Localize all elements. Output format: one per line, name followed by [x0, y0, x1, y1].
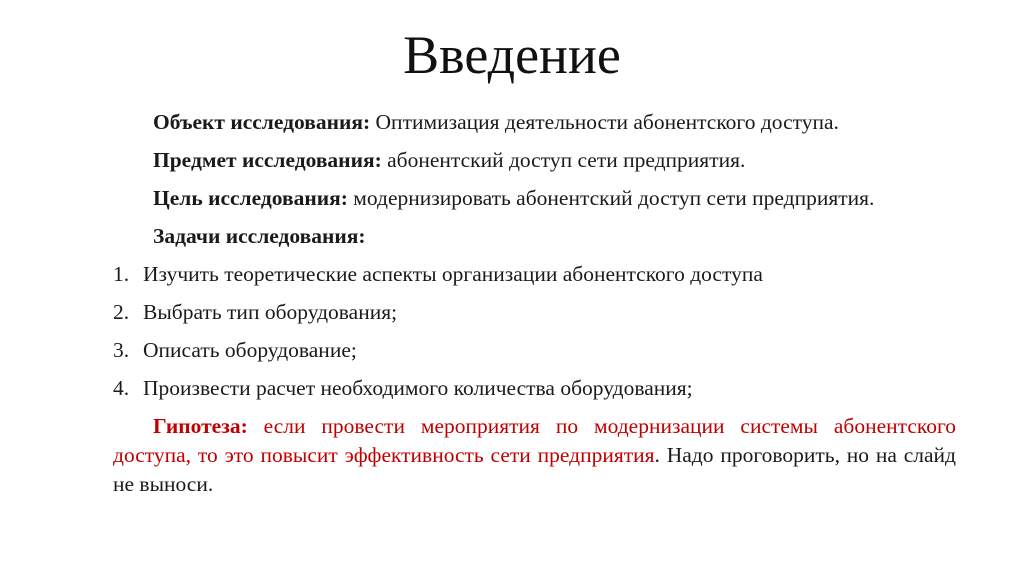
list-item-number: 4.: [113, 376, 130, 400]
subject-label: Предмет исследования:: [153, 148, 382, 172]
slide-body: [113, 108, 956, 508]
list-item: [113, 260, 956, 289]
goal-label: Цель исследования:: [153, 186, 348, 210]
tasks-label: Задачи исследования:: [153, 224, 366, 248]
list-item-number: 2.: [113, 300, 130, 324]
subject-paragraph: [113, 146, 956, 175]
subject-text: абонентский доступ сети предприятия.: [387, 148, 746, 172]
list-item: [113, 374, 956, 403]
hypothesis-label: Гипотеза:: [153, 414, 248, 438]
list-item: [113, 336, 956, 365]
list-item-text: Выбрать тип оборудования;: [143, 300, 398, 324]
tasks-paragraph: [113, 222, 956, 251]
list-item-number: 3.: [113, 338, 130, 362]
tasks-list: [113, 260, 956, 403]
object-label: Объект исследования:: [153, 110, 371, 134]
list-item-number: 1.: [113, 262, 130, 286]
object-paragraph: [113, 108, 956, 137]
hypothesis-text: если провести мероприятия по модернизации системы абонентского доступа, то это повысит эффективность сети предприятия: [113, 414, 956, 467]
hypothesis-period: .: [654, 443, 660, 467]
hypothesis-note: Надо проговорить, но на слайд не выноси.: [113, 443, 956, 496]
goal-text: модернизировать абонентский доступ сети предприятия.: [353, 186, 875, 210]
goal-paragraph: [113, 184, 956, 213]
list-item-text: Произвести расчет необходимого количества оборудования;: [143, 376, 693, 400]
object-text: Оптимизация деятельности абонентского доступа.: [375, 110, 839, 134]
list-item: [113, 298, 956, 327]
list-item-text: Изучить теоретические аспекты организации абонентского доступа: [143, 262, 763, 286]
slide-title: Введение: [403, 25, 621, 85]
list-item-text: Описать оборудование;: [143, 338, 357, 362]
hypothesis-paragraph: [113, 412, 956, 499]
